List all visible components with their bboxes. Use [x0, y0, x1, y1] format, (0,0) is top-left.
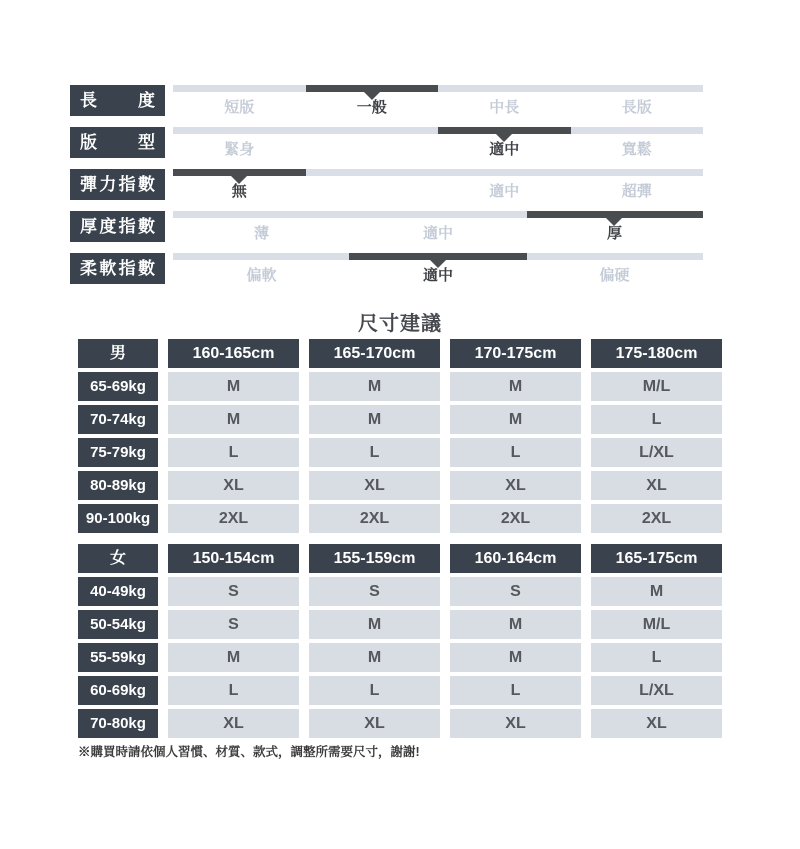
scale-option: 緊身: [224, 141, 255, 158]
size-value-cell: S: [309, 577, 440, 606]
size-value-cell: M: [450, 405, 581, 434]
weight-row-header: 70-80kg: [78, 709, 158, 738]
height-column-header: 165-175cm: [591, 544, 722, 573]
size-value-cell: M/L: [591, 372, 722, 401]
weight-row-header: 60-69kg: [78, 676, 158, 705]
attribute-sliders-section: [70, 85, 703, 295]
attribute-scale: [173, 169, 703, 200]
women-size-table: [78, 544, 722, 738]
size-value-cell: L/XL: [591, 438, 722, 467]
scale-active-segment: [349, 253, 526, 260]
size-advice-title: 尺寸建議: [358, 313, 442, 335]
size-value-cell: L: [591, 643, 722, 672]
attribute-label: 柔軟指數: [70, 253, 165, 284]
attribute-row-4: [70, 211, 703, 242]
scale-option-selected: 厚: [606, 225, 622, 242]
weight-row-header: 75-79kg: [78, 438, 158, 467]
height-column-header: 150-154cm: [168, 544, 299, 573]
attribute-label: 長度: [70, 85, 165, 116]
scale-option-selected: 適中: [489, 141, 520, 158]
weight-row-header: 50-54kg: [78, 610, 158, 639]
size-value-cell: XL: [591, 471, 722, 500]
purchase-footnote: ※購買時請依個人習慣、材質、款式，調整所需要尺寸，謝謝!: [78, 745, 420, 759]
size-value-cell: M: [309, 372, 440, 401]
height-column-header: 160-164cm: [450, 544, 581, 573]
attribute-row-2: [70, 127, 703, 158]
size-value-cell: M: [450, 372, 581, 401]
size-value-cell: L: [450, 676, 581, 705]
size-value-cell: L/XL: [591, 676, 722, 705]
height-column-header: 165-170cm: [309, 339, 440, 368]
attribute-row-1: [70, 85, 703, 116]
gender-header-cell: 男: [78, 339, 158, 368]
size-value-cell: L: [450, 438, 581, 467]
attribute-label: 厚度指數: [70, 211, 165, 242]
scale-option: 中長: [489, 99, 520, 116]
scale-active-segment: [438, 127, 571, 134]
scale-active-segment: [173, 169, 306, 176]
attribute-row-3: [70, 169, 703, 200]
size-value-cell: M: [450, 610, 581, 639]
size-value-cell: 2XL: [591, 504, 722, 533]
scale-active-segment: [527, 211, 703, 218]
men-size-table: [78, 339, 722, 533]
size-value-cell: M: [309, 643, 440, 672]
size-value-cell: M: [309, 610, 440, 639]
weight-row-header: 90-100kg: [78, 504, 158, 533]
attribute-scale: [173, 253, 703, 284]
size-value-cell: M: [450, 643, 581, 672]
size-value-cell: XL: [309, 471, 440, 500]
height-column-header: 175-180cm: [591, 339, 722, 368]
attribute-label: 版型: [70, 127, 165, 158]
weight-row-header: 65-69kg: [78, 372, 158, 401]
size-value-cell: M/L: [591, 610, 722, 639]
scale-option-selected: 無: [231, 183, 247, 200]
weight-row-header: 70-74kg: [78, 405, 158, 434]
size-value-cell: S: [450, 577, 581, 606]
size-value-cell: 2XL: [450, 504, 581, 533]
size-value-cell: XL: [309, 709, 440, 738]
scale-active-segment: [306, 85, 439, 92]
size-value-cell: L: [309, 676, 440, 705]
scale-option-selected: 適中: [422, 267, 454, 284]
size-value-cell: XL: [450, 471, 581, 500]
scale-option: 超彈: [621, 183, 652, 200]
attribute-scale: [173, 85, 703, 116]
scale-option: 適中: [489, 183, 520, 200]
height-column-header: 155-159cm: [309, 544, 440, 573]
scale-option: 偏軟: [246, 267, 277, 284]
size-value-cell: M: [309, 405, 440, 434]
scale-option-selected: 一般: [356, 99, 387, 116]
size-value-cell: L: [168, 438, 299, 467]
attribute-label: 彈力指數: [70, 169, 165, 200]
attribute-row-5: [70, 253, 703, 284]
attribute-scale: [173, 127, 703, 158]
scale-option: 長版: [621, 99, 652, 116]
size-value-cell: XL: [168, 709, 299, 738]
height-column-header: 170-175cm: [450, 339, 581, 368]
size-value-cell: S: [168, 610, 299, 639]
weight-row-header: 80-89kg: [78, 471, 158, 500]
weight-row-header: 55-59kg: [78, 643, 158, 672]
size-value-cell: M: [168, 372, 299, 401]
size-value-cell: XL: [591, 709, 722, 738]
size-value-cell: M: [591, 577, 722, 606]
attribute-scale: [173, 211, 703, 242]
size-value-cell: L: [591, 405, 722, 434]
scale-option: 偏硬: [599, 267, 630, 284]
size-value-cell: XL: [450, 709, 581, 738]
size-value-cell: M: [168, 643, 299, 672]
scale-option: 適中: [422, 225, 454, 242]
size-value-cell: L: [309, 438, 440, 467]
size-value-cell: 2XL: [168, 504, 299, 533]
height-column-header: 160-165cm: [168, 339, 299, 368]
scale-option: 短版: [224, 99, 255, 116]
size-value-cell: 2XL: [309, 504, 440, 533]
size-value-cell: M: [168, 405, 299, 434]
gender-header-cell: 女: [78, 544, 158, 573]
scale-track: [173, 85, 703, 92]
size-value-cell: L: [168, 676, 299, 705]
scale-option: 薄: [253, 225, 270, 242]
scale-option: 寬鬆: [621, 141, 652, 158]
size-value-cell: XL: [168, 471, 299, 500]
weight-row-header: 40-49kg: [78, 577, 158, 606]
size-value-cell: S: [168, 577, 299, 606]
